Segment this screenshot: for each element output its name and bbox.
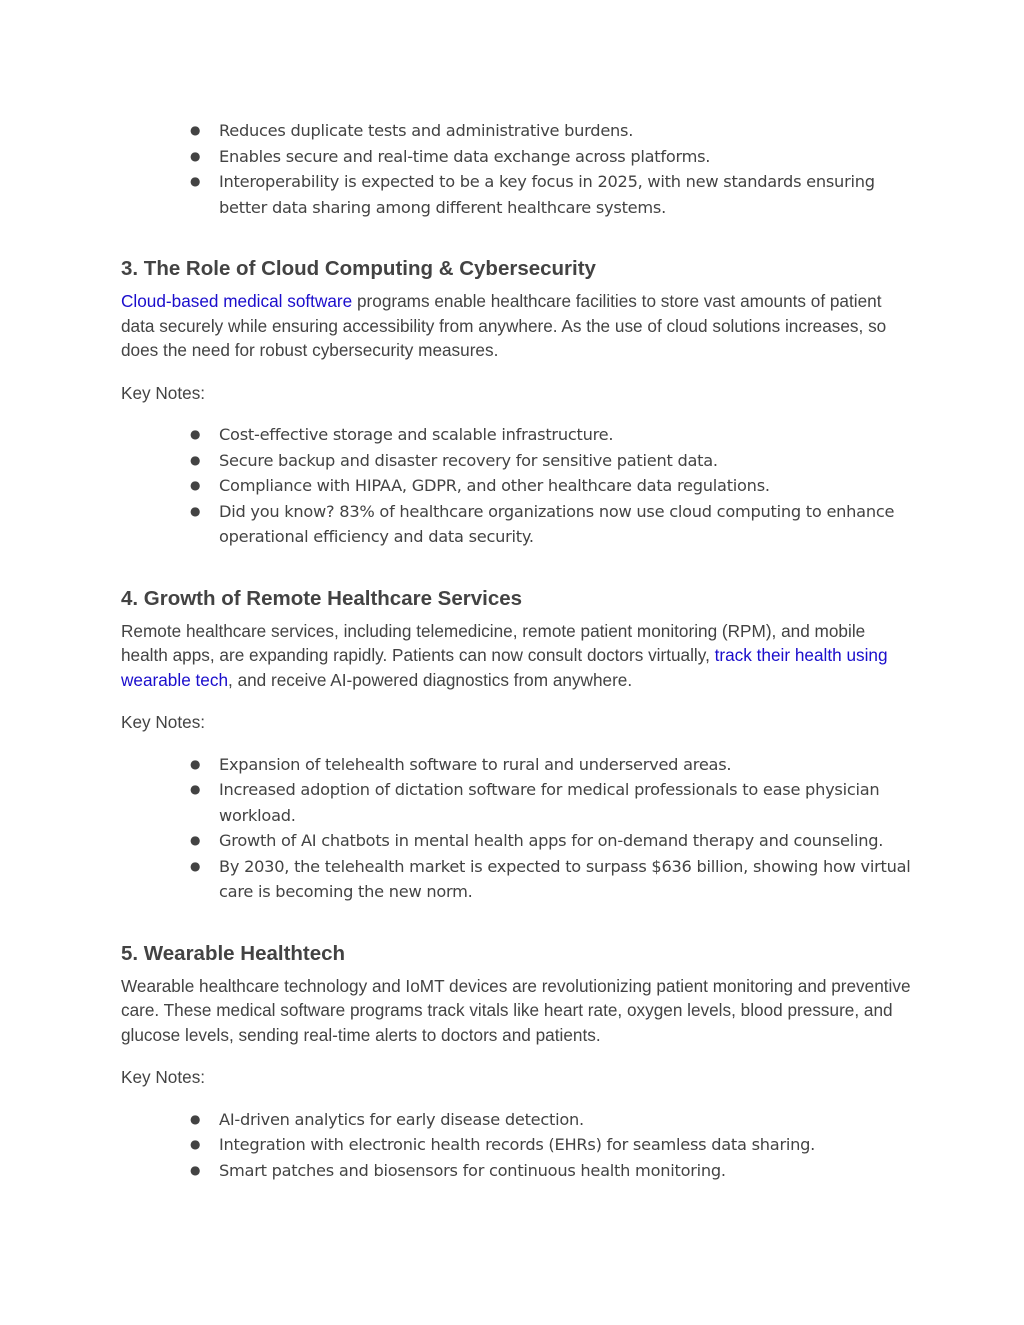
remote-key-notes-list (121, 752, 911, 905)
list-item: ● Cost-effective storage and scalable infrastructure. (219, 422, 911, 448)
list-item: ● Enables secure and real-time data exchange across platforms. (219, 144, 911, 170)
section-paragraph: Remote healthcare services, including telemedicine, remote patient monitoring (RPM), and mobile health apps, are expanding rapidly. Patients can now consult doctors virtually, track their health using wearable tech, and receive AI-powered diagnostics from anywhere. (121, 620, 888, 690)
section-heading-cloud-computing: 3. The Role of Cloud Computing & Cybersecurity (121, 257, 596, 280)
bullet-icon: ● (190, 1137, 201, 1151)
key-notes-label: Key Notes: (121, 1067, 206, 1087)
key-notes-label: Key Notes: (121, 382, 206, 403)
intro-bullet-list (121, 118, 911, 220)
document-content (121, 118, 911, 1183)
section-paragraph: Cloud-based medical software programs enable healthcare facilities to store vast amounts of patient data securely while ensuring accessibility from anywhere. As the use of cloud solutions increases, so does the need for robust cybersecurity measures. (121, 291, 887, 360)
section-paragraph: Wearable healthcare technology and IoMT devices are revolutionizing patient monitoring and preventive care. These medical software programs track vitals like heart rate, oxygen levels, blood pressure, and glucose levels, sending real-time alerts to doctors and patients. (121, 975, 911, 1045)
key-notes-label: Key Notes: (121, 712, 206, 732)
bullet-icon: ● (190, 427, 201, 441)
bullet-icon: ● (190, 1162, 201, 1177)
wearable-key-notes-list (121, 1107, 911, 1184)
list-item: ● Interoperability is expected to be a key focus in 2025, with new standards ensuring better data sharing among different healthcare systems. (219, 169, 911, 220)
list-item: ● Reduces duplicate tests and administrative burdens. (219, 118, 911, 144)
bullet-icon: ● (190, 148, 201, 163)
bullet-icon: ● (190, 478, 201, 492)
cloud-key-notes-list (121, 422, 911, 550)
list-item: ● Smart patches and biosensors for continuous health monitoring. (219, 1158, 911, 1184)
list-item: ● Compliance with HIPAA, GDPR, and other healthcare data regulations. (219, 473, 911, 499)
bullet-icon: ● (190, 833, 201, 847)
wearable-tech-link[interactable]: track their health using wearable tech (121, 645, 888, 690)
list-item: ● Growth of AI chatbots in mental health apps for on-demand therapy and counseling. (219, 828, 911, 854)
list-item: ● Did you know? 83% of healthcare organizations now use cloud computing to enhance operational efficiency and data security. (219, 499, 911, 550)
bullet-icon: ● (190, 782, 201, 796)
list-item: ● AI-driven analytics for early disease detection. (219, 1107, 911, 1133)
list-item: ● By 2030, the telehealth market is expected to surpass $636 billion, showing how virtual care is becoming the new norm. (219, 854, 911, 905)
bullet-icon: ● (190, 756, 201, 771)
bullet-icon: ● (190, 503, 201, 518)
bullet-icon: ● (190, 1111, 201, 1126)
cloud-software-link[interactable]: Cloud-based medical software (121, 291, 353, 311)
bullet-icon: ● (190, 174, 201, 188)
list-item: ● Expansion of telehealth software to rural and underserved areas. (219, 752, 911, 778)
list-item: ● Secure backup and disaster recovery for sensitive patient data. (219, 448, 911, 474)
bullet-icon: ● (190, 452, 201, 467)
list-item: ● Integration with electronic health records (EHRs) for seamless data sharing. (219, 1132, 911, 1158)
section-heading-wearable-healthtech: 5. Wearable Healthtech (121, 941, 346, 965)
bullet-icon: ● (190, 123, 201, 137)
bullet-icon: ● (190, 858, 201, 873)
section-heading-remote-healthcare: 4. Growth of Remote Healthcare Services (121, 586, 523, 610)
list-item: ● Increased adoption of dictation software for medical professionals to ease physician workload. (219, 777, 911, 828)
